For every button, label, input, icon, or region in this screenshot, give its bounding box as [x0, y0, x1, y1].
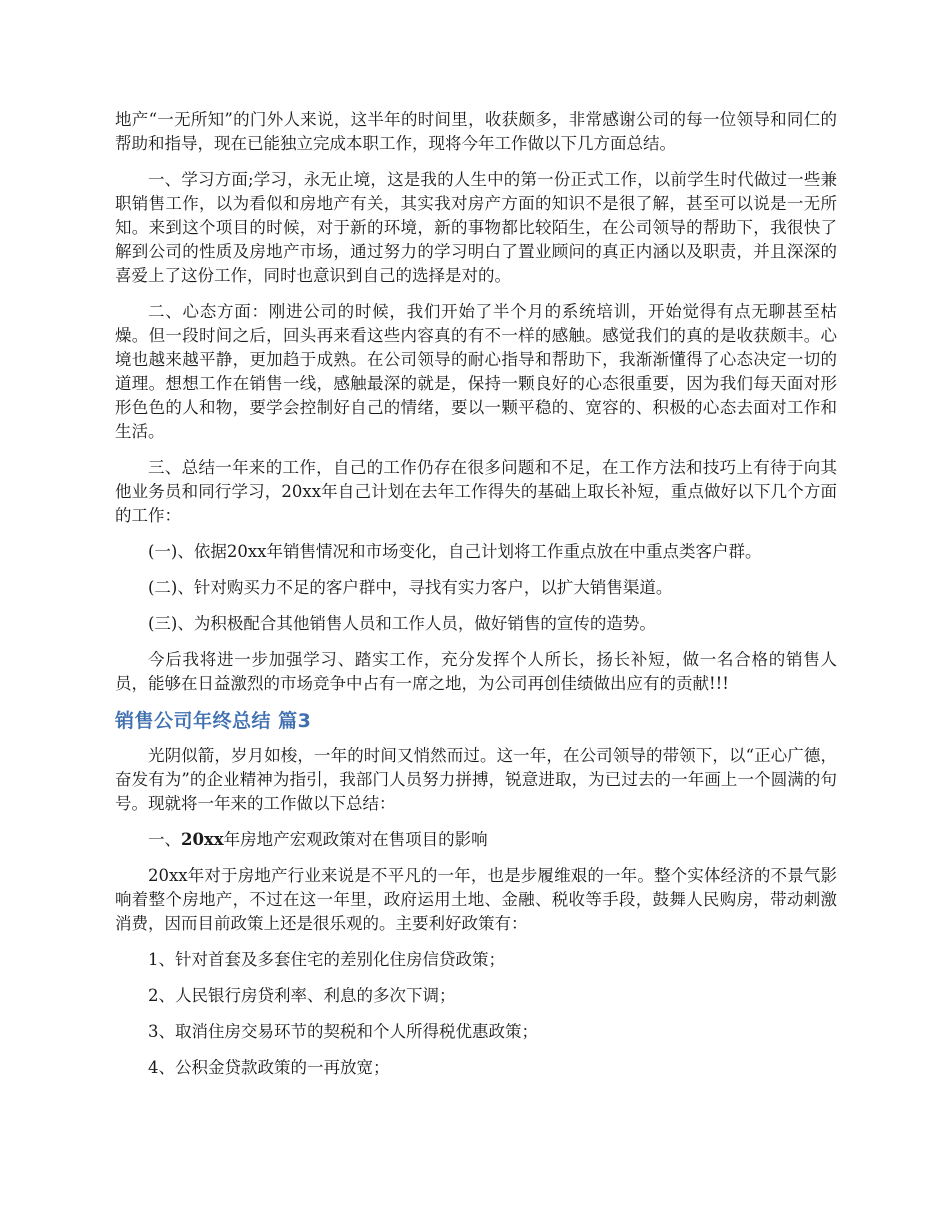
- list-item-policy-1: 1、针对首套及多套住宅的差别化住房信贷政策；: [148, 950, 505, 969]
- list-item-policy-4: 4、公积金贷款政策的一再放宽；: [148, 1058, 390, 1077]
- paragraph-summary: 三、总结一年来的工作，自己的工作仍存在很多问题和不足，在工作方法和技巧上有待于向其他业务员和同行学习，20xx年自己计划在去年工作得失的基础上取长补短，重点做好以下几个方面的工作：: [115, 458, 837, 525]
- subheading-prefix: 一、: [148, 830, 181, 849]
- paragraph-plan-2: (二)、针对购买力不足的客户群中，寻找有实力客户，以扩大销售渠道。: [148, 578, 673, 597]
- list-item-policy-2: 2、人民银行房贷利率、利息的多次下调；: [148, 986, 456, 1005]
- subheading-bold-year: 20xx: [181, 830, 224, 849]
- paragraph-plan-3: (三)、为积极配合其他销售人员和工作人员，做好销售的宣传的造势。: [148, 614, 656, 633]
- paragraph-study: 一、学习方面;学习，永无止境，这是我的人生中的第一份正式工作，以前学生时代做过一些兼职销售工作，以为看似和房地产有关，其实我对房产方面的知识不是很了解，甚至可以说是一无所知。来到这个项目的时候，对于新的环境，新的事物都比较陌生，在公司领导的帮助下，我很快了解到公司的性质及房地产市场，通过努力的学习明白了置业顾问的真正内涵以及职责，并且深深的喜爱上了这份工作，同时也意识到自己的选择是对的。: [115, 170, 837, 285]
- paragraph-plan-1: (一)、依据20xx年销售情况和市场变化，自己计划将工作重点放在中重点类客户群。: [148, 542, 762, 561]
- paragraph-section-intro: 光阴似箭，岁月如梭，一年的时间又悄然而过。这一年，在公司领导的带领下，以“正心广德，奋发有为”的企业精神为指引，我部门人员努力拼搏，锐意进取，为已过去的一年画上一个圆满的句号。现就将一年来的工作做以下总结：: [115, 746, 837, 813]
- document-body: [115, 108, 837, 1092]
- paragraph-policy-intro: 20xx年对于房地产行业来说是不平凡的一年，也是步履维艰的一年。整个实体经济的不景气影响着整个房地产，不过在这一年里，政府运用土地、金融、税收等手段，鼓舞人民购房，带动刺激消费，因而目前政策上还是很乐观的。主要利好政策有：: [115, 866, 837, 933]
- list-item-policy-3: 3、取消住房交易环节的契税和个人所得税优惠政策；: [148, 1022, 538, 1041]
- paragraph-mindset: 二、心态方面：刚进公司的时候，我们开始了半个月的系统培训，开始觉得有点无聊甚至枯燥。但一段时间之后，回头再来看这些内容真的有不一样的感触。感觉我们的真的是收获颇丰。心境也越来越平静，更加趋于成熟。在公司领导的耐心指导和帮助下，我渐渐懂得了心态决定一切的道理。想想工作在销售一线，感触最深的就是，保持一颗良好的心态很重要，因为我们每天面对形形色色的人和物，要学会控制好自己的情绪，要以一颗平稳的、宽容的、积极的心态去面对工作和生活。: [115, 302, 837, 441]
- paragraph-subheading: [115, 828, 837, 852]
- subheading-rest: 年房地产宏观政策对在售项目的影响: [223, 830, 488, 849]
- paragraph-conclusion: 今后我将进一步加强学习、踏实工作，充分发挥个人所长，扬长补短，做一名合格的销售人员，能够在日益激烈的市场竞争中占有一席之地，为公司再创佳绩做出应有的贡献!!!: [115, 650, 837, 693]
- section-heading: 销售公司年终总结 篇3: [115, 710, 312, 732]
- paragraph-intro-continued: 地产“一无所知”的门外人来说，这半年的时间里，收获颇多，非常感谢公司的每一位领导和同仁的帮助和指导，现在已能独立完成本职工作，现将今年工作做以下几方面总结。: [115, 110, 837, 153]
